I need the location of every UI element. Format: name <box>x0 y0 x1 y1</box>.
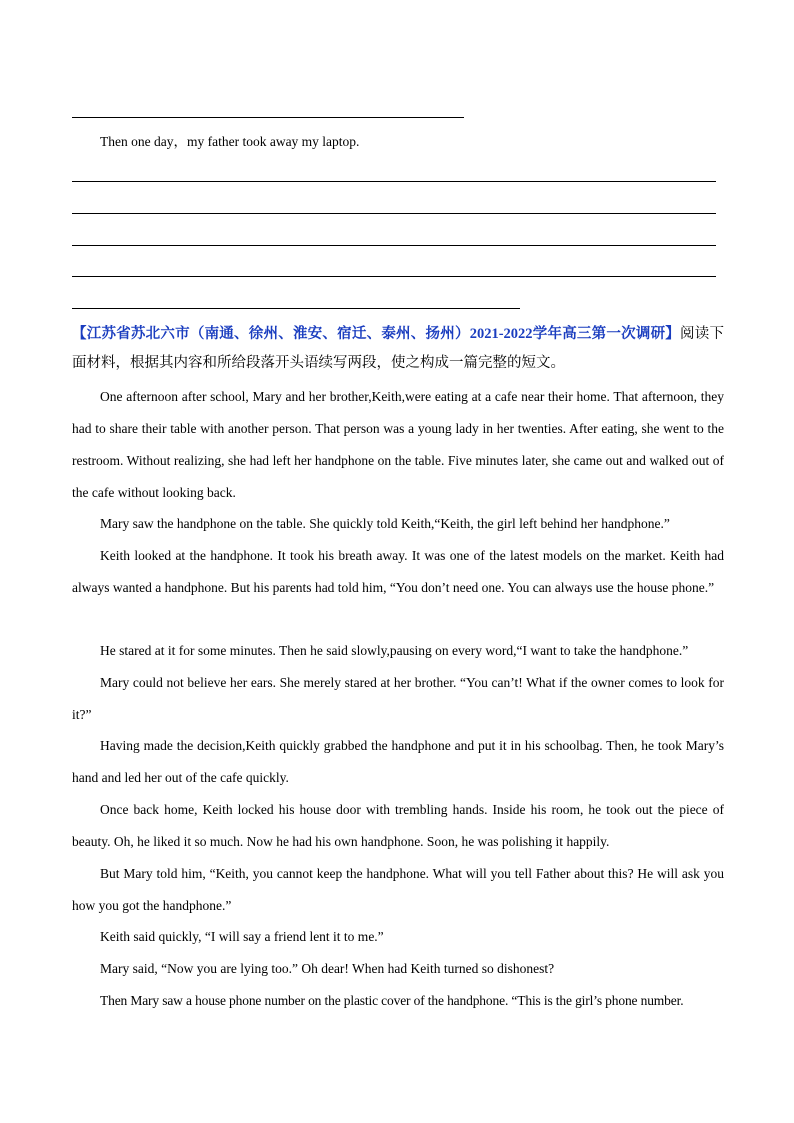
opening-sentence: Then one day，my father took away my laptop. <box>100 134 360 149</box>
story-paragraph: But Mary told him, “Keith, you cannot keep the handphone. What will you tell Father about this? He will ask you how you got the handphone.” <box>72 866 724 913</box>
story-paragraph: Mary said, “Now you are lying too.” Oh dear! When had Keith turned so dishonest? <box>100 961 555 976</box>
story-paragraph: Once back home, Keith locked his house door with trembling hands. Inside his room, he took out the piece of beauty. Oh, he liked it so much. Now he had his own handphone. Soon, he was polishing it happily. <box>72 802 724 849</box>
task-instruction: 阅读下面材料，根据其内容和所给段落开头语续写两段，使之构成一篇完整的短文。 <box>72 326 725 371</box>
story-paragraph: One afternoon after school, Mary and her brother,Keith,were eating at a cafe near their home. That afternoon, they had to share their table with another person. That person was a young lady in her twenties. After eating, she went to the restroom. Without realizing, she had left her handphone on the table. Five minutes later, she came out and walked out of the cafe without looking back. <box>72 389 724 500</box>
answer-line <box>72 181 716 182</box>
story-paragraph: Then Mary saw a house phone number on the plastic cover of the handphone. “This is the girl’s phone number. <box>100 993 684 1008</box>
answer-line <box>72 117 464 118</box>
story-paragraph: Mary saw the handphone on the table. She quickly told Keith,“Keith, the girl left behind her handphone.” <box>100 516 670 531</box>
answer-line <box>72 308 520 309</box>
task-source: 【江苏省苏北六市（南通、徐州、淮安、宿迁、泰州、扬州）2021-2022学年高三第一次调研】 <box>72 326 681 342</box>
answer-line <box>72 213 716 214</box>
task-heading <box>72 320 724 378</box>
answer-line <box>72 245 716 246</box>
story-paragraph: Keith said quickly, “I will say a friend lent it to me.” <box>100 929 384 944</box>
story-paragraph: Mary could not believe her ears. She merely stared at her brother. “You can’t! What if the owner comes to look for it?” <box>72 675 724 722</box>
answer-line <box>72 276 716 277</box>
story-paragraph: Having made the decision,Keith quickly grabbed the handphone and put it in his schoolbag. Then, he took Mary’s hand and led her out of the cafe quickly. <box>72 738 724 785</box>
story-paragraph: Keith looked at the handphone. It took his breath away. It was one of the latest models on the market. Keith had always wanted a handphone. But his parents had told him, “You don’t need one. You can always use the house phone.” <box>72 548 724 595</box>
story-paragraph: He stared at it for some minutes. Then he said slowly,pausing on every word,“I want to take the handphone.” <box>100 643 689 658</box>
